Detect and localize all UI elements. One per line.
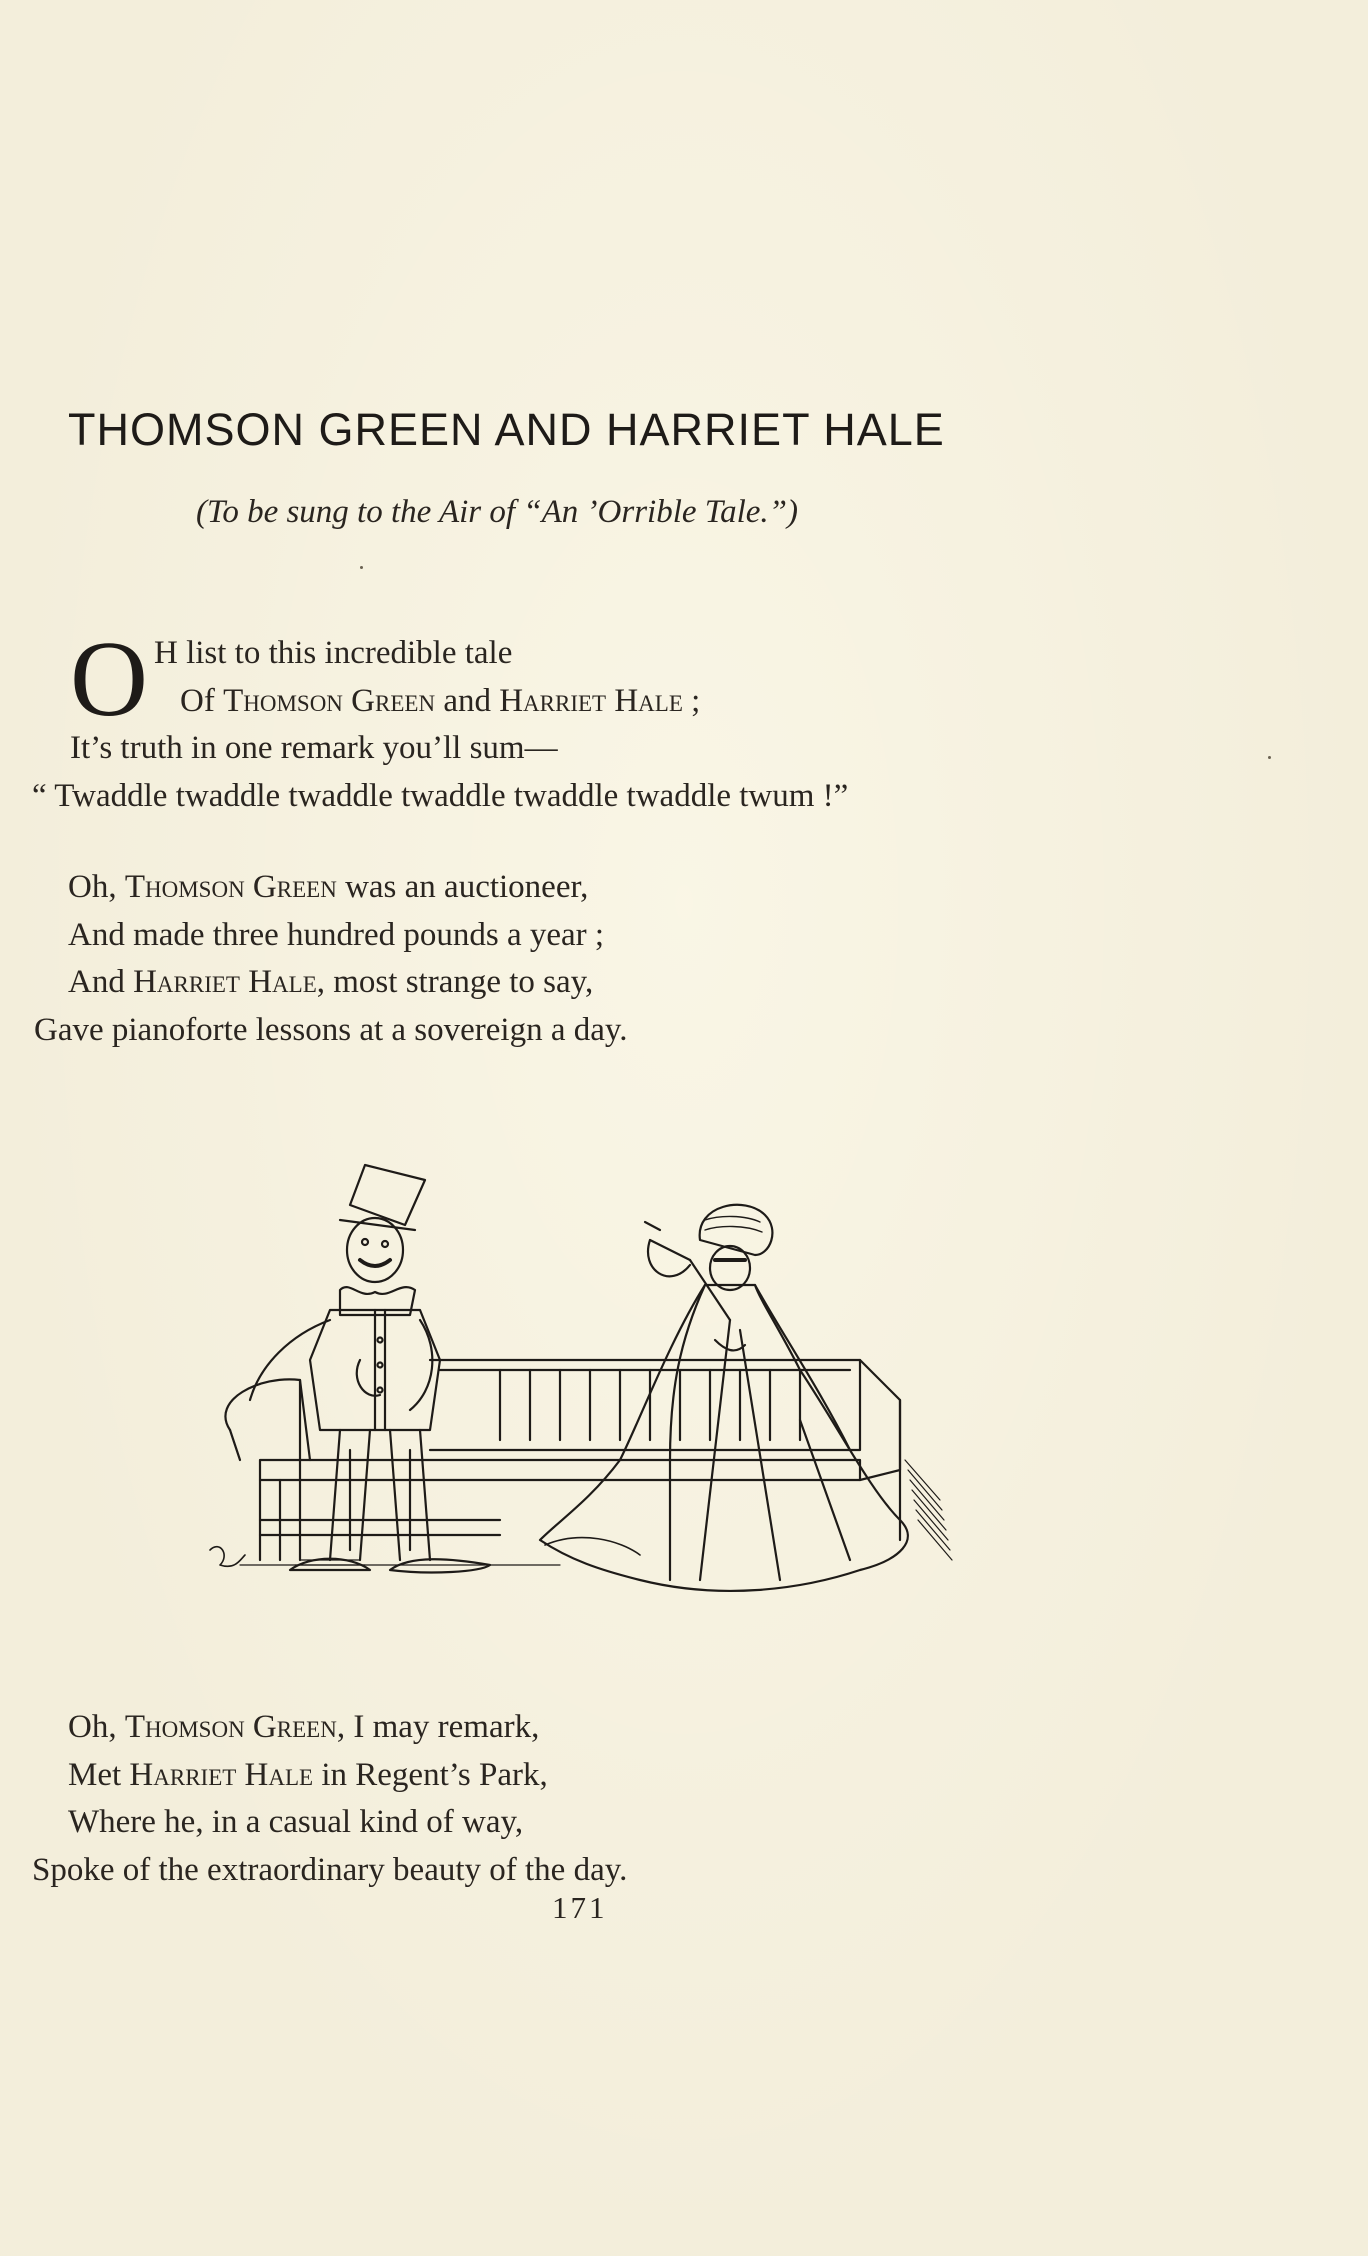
poem-title: THOMSON GREEN AND HARRIET HALE — [68, 404, 945, 455]
text-span: Oh, — [68, 1709, 125, 1745]
stanza-1-line-3: It’s truth in one remark you’ll sum— — [70, 730, 558, 766]
stanza-2-line-3 — [34, 959, 627, 1007]
name-thomson-green: Thomson Green, — [124, 1709, 346, 1745]
stanza-3-line-2 — [32, 1752, 627, 1800]
bench-couple-illustration — [200, 1160, 960, 1610]
stanza-3-line-4: Spoke of the extraordinary beauty of the day. — [32, 1851, 628, 1888]
text-span: Met — [68, 1756, 130, 1793]
text-span: And — [68, 964, 134, 1000]
page-number: 171 — [552, 1890, 608, 1925]
grass-hatching-icon — [905, 1460, 952, 1560]
text-span: Of — [180, 682, 224, 719]
text-span: I may remark, — [345, 1709, 540, 1745]
stanza-1 — [32, 620, 849, 820]
stanza-2-line-1 — [34, 864, 627, 912]
man-figure-icon — [250, 1165, 490, 1572]
text-span: was an auctioneer, — [336, 869, 589, 905]
stanza-2-line-2: And made three hundred pounds a year ; — [68, 916, 605, 953]
name-thomson-green: Thomson Green — [124, 869, 337, 905]
ground-flourish-icon — [210, 1547, 245, 1567]
stanza-1-line-2 — [68, 678, 848, 726]
name-thomson-green: Thomson Green — [223, 682, 436, 719]
stanza-2-line-4: Gave pianoforte lessons at a sovereign a day. — [34, 1011, 628, 1048]
bench-icon — [225, 1360, 900, 1560]
text-span: Oh, — [68, 869, 125, 905]
name-harriet-hale: Harriet Hale — [129, 1756, 314, 1793]
text-span: and — [435, 682, 500, 719]
text-span: in Regent’s Park, — [313, 1756, 548, 1793]
poem-subtitle: (To be sung to the Air of “An ’Orrible Tale.”) — [196, 494, 799, 530]
name-harriet-hale: Harriet Hale, — [133, 964, 326, 1000]
name-harriet-hale: Harriet Hale — [499, 682, 683, 719]
stanza-2 — [34, 864, 627, 1054]
stanza-1-line-1: H list to this incredible tale — [154, 635, 513, 671]
text-span: ; — [682, 682, 701, 719]
stanza-1-line-4: “ Twaddle twaddle twaddle twaddle twaddle twaddle twum !” — [32, 777, 849, 814]
stanza-3 — [32, 1704, 627, 1894]
paper-speck — [360, 566, 363, 569]
drop-cap: O — [70, 620, 148, 739]
text-span: most strange to say, — [325, 964, 594, 1000]
stanza-3-line-3: Where he, in a casual kind of way, — [68, 1804, 524, 1840]
paper-speck — [1268, 756, 1271, 759]
stanza-3-line-1 — [32, 1704, 627, 1752]
woman-figure-icon — [540, 1205, 908, 1591]
